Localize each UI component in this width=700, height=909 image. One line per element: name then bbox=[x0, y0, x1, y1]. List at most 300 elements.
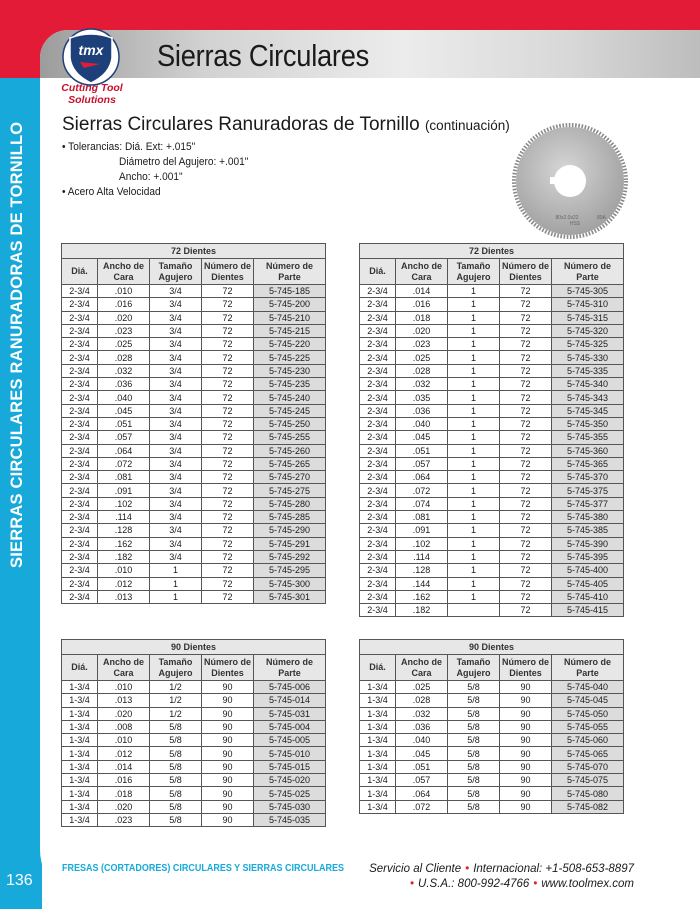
table-row bbox=[360, 747, 624, 760]
dientes-cell: 72 bbox=[202, 511, 254, 524]
agujero-cell: 5/8 bbox=[150, 787, 202, 800]
part-number-cell: 5-745-020 bbox=[254, 774, 326, 787]
part-number-cell: 5-745-370 bbox=[552, 471, 624, 484]
table-row bbox=[62, 364, 326, 377]
table-72-dientes-right bbox=[359, 243, 624, 617]
dia-cell: 2-3/4 bbox=[360, 338, 396, 351]
ancho-cell: .128 bbox=[396, 564, 448, 577]
ancho-cell: .028 bbox=[396, 694, 448, 707]
ancho-cell: .081 bbox=[396, 511, 448, 524]
column-header: Número de Dientes bbox=[500, 259, 552, 285]
ancho-cell: .018 bbox=[396, 311, 448, 324]
table-row bbox=[62, 774, 326, 787]
table-row bbox=[62, 537, 326, 550]
table-row bbox=[62, 324, 326, 337]
dia-cell: 1-3/4 bbox=[360, 774, 396, 787]
dientes-cell: 72 bbox=[202, 285, 254, 298]
table-row bbox=[360, 760, 624, 773]
part-number-cell: 5-745-292 bbox=[254, 550, 326, 563]
part-number-cell: 5-745-415 bbox=[552, 604, 624, 617]
agujero-cell: 1 bbox=[448, 298, 500, 311]
agujero-cell: 1 bbox=[448, 351, 500, 364]
table-row bbox=[360, 604, 624, 617]
dia-cell: 1-3/4 bbox=[360, 787, 396, 800]
table-row bbox=[360, 694, 624, 707]
agujero-cell: 3/4 bbox=[150, 338, 202, 351]
dia-cell: 1-3/4 bbox=[62, 707, 98, 720]
table-group-header: 72 Dientes bbox=[62, 244, 326, 259]
dia-cell: 2-3/4 bbox=[62, 457, 98, 470]
table-row bbox=[360, 391, 624, 404]
agujero-cell: 3/4 bbox=[150, 378, 202, 391]
table-row bbox=[62, 417, 326, 430]
part-number-cell: 5-745-385 bbox=[552, 524, 624, 537]
ancho-cell: .102 bbox=[98, 497, 150, 510]
table-group-header: 90 Dientes bbox=[62, 640, 326, 655]
dia-cell: 2-3/4 bbox=[62, 564, 98, 577]
svg-text:HSS: HSS bbox=[569, 221, 581, 227]
dientes-cell: 90 bbox=[202, 760, 254, 773]
part-number-cell: 5-745-285 bbox=[254, 511, 326, 524]
part-number-cell: 5-745-200 bbox=[254, 298, 326, 311]
part-number-cell: 5-745-280 bbox=[254, 497, 326, 510]
ancho-cell: .064 bbox=[396, 787, 448, 800]
dia-cell: 2-3/4 bbox=[62, 404, 98, 417]
dientes-cell: 72 bbox=[202, 457, 254, 470]
dia-cell: 2-3/4 bbox=[360, 484, 396, 497]
dientes-cell: 90 bbox=[202, 813, 254, 826]
usa-phone: U.S.A.: 800-992-4766 bbox=[418, 878, 530, 890]
table-row bbox=[360, 564, 624, 577]
page-number: 136 bbox=[6, 872, 33, 889]
dientes-cell: 72 bbox=[202, 391, 254, 404]
table-row bbox=[360, 774, 624, 787]
dia-cell: 2-3/4 bbox=[62, 577, 98, 590]
agujero-cell: 5/8 bbox=[448, 787, 500, 800]
agujero-cell: 3/4 bbox=[150, 324, 202, 337]
part-number-cell: 5-745-004 bbox=[254, 720, 326, 733]
table-row bbox=[360, 417, 624, 430]
dientes-cell: 72 bbox=[202, 351, 254, 364]
dientes-cell: 72 bbox=[500, 391, 552, 404]
agujero-cell: 5/8 bbox=[448, 760, 500, 773]
dientes-cell: 72 bbox=[202, 364, 254, 377]
table-group-header: 90 Dientes bbox=[360, 640, 624, 655]
column-header: Diá. bbox=[62, 259, 98, 285]
agujero-cell: 1/2 bbox=[150, 694, 202, 707]
agujero-cell: 3/4 bbox=[150, 484, 202, 497]
dientes-cell: 72 bbox=[500, 324, 552, 337]
ancho-cell: .010 bbox=[98, 285, 150, 298]
ancho-cell: .036 bbox=[396, 404, 448, 417]
dientes-cell: 72 bbox=[500, 351, 552, 364]
dientes-cell: 72 bbox=[202, 311, 254, 324]
table-row bbox=[62, 511, 326, 524]
dia-cell: 2-3/4 bbox=[360, 457, 396, 470]
agujero-cell: 1 bbox=[448, 391, 500, 404]
dia-cell: 2-3/4 bbox=[360, 351, 396, 364]
agujero-cell: 3/4 bbox=[150, 431, 202, 444]
agujero-cell: 5/8 bbox=[150, 800, 202, 813]
part-number-cell: 5-745-060 bbox=[552, 734, 624, 747]
agujero-cell: 3/4 bbox=[150, 351, 202, 364]
website-link[interactable]: www.toolmex.com bbox=[541, 878, 634, 890]
part-number-cell: 5-745-260 bbox=[254, 444, 326, 457]
agujero-cell: 3/4 bbox=[150, 364, 202, 377]
dia-cell: 2-3/4 bbox=[62, 497, 98, 510]
dia-cell: 2-3/4 bbox=[62, 298, 98, 311]
part-number-cell: 5-745-275 bbox=[254, 484, 326, 497]
part-number-cell: 5-745-185 bbox=[254, 285, 326, 298]
agujero-cell: 1 bbox=[448, 457, 500, 470]
dientes-cell: 72 bbox=[500, 417, 552, 430]
agujero-cell: 5/8 bbox=[150, 774, 202, 787]
ancho-cell: .028 bbox=[98, 351, 150, 364]
table-row bbox=[360, 550, 624, 563]
dia-cell: 2-3/4 bbox=[62, 391, 98, 404]
dientes-cell: 72 bbox=[500, 604, 552, 617]
ancho-cell: .040 bbox=[98, 391, 150, 404]
dia-cell: 2-3/4 bbox=[62, 378, 98, 391]
dia-cell: 2-3/4 bbox=[360, 524, 396, 537]
dientes-cell: 72 bbox=[500, 471, 552, 484]
table-row bbox=[62, 311, 326, 324]
part-number-cell: 5-745-325 bbox=[552, 338, 624, 351]
dientes-cell: 90 bbox=[500, 760, 552, 773]
svg-text:tmx: tmx bbox=[78, 42, 104, 58]
ancho-cell: .028 bbox=[396, 364, 448, 377]
dia-cell: 1-3/4 bbox=[360, 707, 396, 720]
part-number-cell: 5-745-240 bbox=[254, 391, 326, 404]
dientes-cell: 72 bbox=[202, 444, 254, 457]
part-number-cell: 5-745-265 bbox=[254, 457, 326, 470]
dientes-cell: 90 bbox=[202, 734, 254, 747]
ancho-cell: .012 bbox=[98, 747, 150, 760]
ancho-cell: .023 bbox=[98, 813, 150, 826]
section-title-suffix: (continuación) bbox=[424, 118, 510, 133]
table-row bbox=[360, 590, 624, 603]
column-header: Ancho de Cara bbox=[396, 259, 448, 285]
dientes-cell: 72 bbox=[500, 590, 552, 603]
part-number-cell: 5-745-220 bbox=[254, 338, 326, 351]
dientes-cell: 72 bbox=[500, 404, 552, 417]
table-row bbox=[62, 471, 326, 484]
dia-cell: 2-3/4 bbox=[360, 604, 396, 617]
ancho-cell: .035 bbox=[396, 391, 448, 404]
agujero-cell: 1 bbox=[448, 550, 500, 563]
agujero-cell: 1 bbox=[448, 417, 500, 430]
agujero-cell: 3/4 bbox=[150, 524, 202, 537]
column-header: Número de Parte bbox=[254, 259, 326, 285]
ancho-cell: .023 bbox=[98, 324, 150, 337]
ancho-cell: .025 bbox=[396, 681, 448, 694]
dientes-cell: 90 bbox=[500, 800, 552, 813]
agujero-cell: 1 bbox=[448, 590, 500, 603]
table-row bbox=[360, 338, 624, 351]
ancho-cell: .014 bbox=[98, 760, 150, 773]
dia-cell: 2-3/4 bbox=[62, 537, 98, 550]
table-row bbox=[360, 787, 624, 800]
dia-cell: 2-3/4 bbox=[360, 497, 396, 510]
column-header: Tamaño Agujero bbox=[150, 655, 202, 681]
ancho-cell: .091 bbox=[98, 484, 150, 497]
agujero-cell: 3/4 bbox=[150, 444, 202, 457]
table-row bbox=[62, 747, 326, 760]
dientes-cell: 90 bbox=[202, 681, 254, 694]
ancho-cell: .032 bbox=[396, 707, 448, 720]
header-bar bbox=[40, 30, 700, 78]
table-row bbox=[62, 813, 326, 826]
dia-cell: 2-3/4 bbox=[360, 364, 396, 377]
ancho-cell: .014 bbox=[396, 285, 448, 298]
table-row bbox=[360, 378, 624, 391]
ancho-cell: .016 bbox=[98, 298, 150, 311]
dia-cell: 1-3/4 bbox=[360, 734, 396, 747]
footer-category: FRESAS (CORTADORES) CIRCULARES Y SIERRAS CIRCULARES bbox=[62, 863, 345, 874]
part-number-cell: 5-745-365 bbox=[552, 457, 624, 470]
table-row bbox=[62, 404, 326, 417]
agujero-cell: 1 bbox=[448, 311, 500, 324]
part-number-cell: 5-745-315 bbox=[552, 311, 624, 324]
part-number-cell: 5-745-295 bbox=[254, 564, 326, 577]
ancho-cell: .057 bbox=[396, 774, 448, 787]
agujero-cell: 1 bbox=[448, 511, 500, 524]
tmx-logo-icon bbox=[62, 28, 120, 86]
agujero-cell: 5/8 bbox=[448, 681, 500, 694]
ancho-cell: .128 bbox=[98, 524, 150, 537]
dientes-cell: 72 bbox=[202, 524, 254, 537]
table-row bbox=[62, 444, 326, 457]
agujero-cell: 3/4 bbox=[150, 550, 202, 563]
part-number-cell: 5-745-015 bbox=[254, 760, 326, 773]
ancho-cell: .051 bbox=[98, 417, 150, 430]
part-number-cell: 5-745-320 bbox=[552, 324, 624, 337]
table-row bbox=[62, 564, 326, 577]
logo-tagline: Cutting Tool Solutions bbox=[61, 82, 123, 106]
table-row bbox=[62, 577, 326, 590]
part-number-cell: 5-745-360 bbox=[552, 444, 624, 457]
agujero-cell: 1 bbox=[448, 431, 500, 444]
part-number-cell: 5-745-355 bbox=[552, 431, 624, 444]
ancho-cell: .018 bbox=[98, 787, 150, 800]
part-number-cell: 5-745-300 bbox=[254, 577, 326, 590]
dientes-cell: 72 bbox=[500, 457, 552, 470]
column-header: Diá. bbox=[62, 655, 98, 681]
part-number-cell: 5-745-310 bbox=[552, 298, 624, 311]
agujero-cell: 1/2 bbox=[150, 707, 202, 720]
dientes-cell: 72 bbox=[202, 338, 254, 351]
dientes-cell: 72 bbox=[500, 338, 552, 351]
dientes-cell: 90 bbox=[202, 800, 254, 813]
ancho-cell: .072 bbox=[98, 457, 150, 470]
dientes-cell: 72 bbox=[500, 431, 552, 444]
table-row bbox=[62, 378, 326, 391]
part-number-cell: 5-745-410 bbox=[552, 590, 624, 603]
ancho-cell: .162 bbox=[396, 590, 448, 603]
table-row bbox=[360, 734, 624, 747]
dientes-cell: 72 bbox=[500, 497, 552, 510]
ancho-cell: .012 bbox=[98, 577, 150, 590]
ancho-cell: .025 bbox=[396, 351, 448, 364]
dientes-cell: 90 bbox=[500, 720, 552, 733]
ancho-cell: .182 bbox=[98, 550, 150, 563]
table-row bbox=[360, 457, 624, 470]
dientes-cell: 72 bbox=[500, 564, 552, 577]
part-number-cell: 5-745-210 bbox=[254, 311, 326, 324]
dia-cell: 2-3/4 bbox=[360, 391, 396, 404]
dientes-cell: 90 bbox=[202, 787, 254, 800]
ancho-cell: .051 bbox=[396, 760, 448, 773]
dientes-cell: 72 bbox=[500, 444, 552, 457]
column-header: Diá. bbox=[360, 655, 396, 681]
ancho-cell: .036 bbox=[396, 720, 448, 733]
part-number-cell: 5-745-375 bbox=[552, 484, 624, 497]
dientes-cell: 72 bbox=[500, 298, 552, 311]
specifications-list: • Tolerancias: Diá. Ext: +.015" Diámetro del Agujero: +.001" Ancho: +.001" • Acero Alta Velocidad bbox=[62, 141, 249, 198]
dientes-cell: 90 bbox=[202, 747, 254, 760]
part-number-cell: 5-745-395 bbox=[552, 550, 624, 563]
column-header: Tamaño Agujero bbox=[448, 259, 500, 285]
ancho-cell: .057 bbox=[396, 457, 448, 470]
table-row bbox=[360, 285, 624, 298]
agujero-cell: 1 bbox=[448, 484, 500, 497]
page-title: Sierras Circulares bbox=[157, 38, 370, 73]
dientes-cell: 72 bbox=[500, 524, 552, 537]
dientes-cell: 72 bbox=[202, 298, 254, 311]
ancho-cell: .072 bbox=[396, 484, 448, 497]
part-number-cell: 5-745-335 bbox=[552, 364, 624, 377]
table-row bbox=[62, 431, 326, 444]
dientes-cell: 90 bbox=[500, 787, 552, 800]
agujero-cell: 1 bbox=[448, 564, 500, 577]
table-row bbox=[62, 298, 326, 311]
agujero-cell: 3/4 bbox=[150, 404, 202, 417]
ancho-cell: .013 bbox=[98, 590, 150, 603]
table-row bbox=[62, 681, 326, 694]
part-number-cell: 5-745-031 bbox=[254, 707, 326, 720]
part-number-cell: 5-745-006 bbox=[254, 681, 326, 694]
table-row bbox=[62, 550, 326, 563]
column-header: Número de Dientes bbox=[202, 655, 254, 681]
dia-cell: 2-3/4 bbox=[360, 444, 396, 457]
ancho-cell: .074 bbox=[396, 497, 448, 510]
ancho-cell: .114 bbox=[396, 550, 448, 563]
agujero-cell: 3/4 bbox=[150, 298, 202, 311]
table-row bbox=[62, 497, 326, 510]
dientes-cell: 72 bbox=[202, 564, 254, 577]
dientes-cell: 72 bbox=[202, 324, 254, 337]
dia-cell: 2-3/4 bbox=[62, 285, 98, 298]
table-row bbox=[360, 484, 624, 497]
dia-cell: 2-3/4 bbox=[62, 590, 98, 603]
table-row bbox=[360, 800, 624, 813]
dia-cell: 2-3/4 bbox=[360, 417, 396, 430]
dia-cell: 1-3/4 bbox=[62, 813, 98, 826]
part-number-cell: 5-745-330 bbox=[552, 351, 624, 364]
table-row bbox=[62, 590, 326, 603]
ancho-cell: .144 bbox=[396, 577, 448, 590]
part-number-cell: 5-745-290 bbox=[254, 524, 326, 537]
column-header: Número de Dientes bbox=[202, 259, 254, 285]
dia-cell: 1-3/4 bbox=[62, 760, 98, 773]
table-row bbox=[62, 285, 326, 298]
ancho-cell: .040 bbox=[396, 734, 448, 747]
table-row bbox=[62, 338, 326, 351]
agujero-cell: 1 bbox=[448, 324, 500, 337]
dientes-cell: 72 bbox=[500, 537, 552, 550]
part-number-cell: 5-745-305 bbox=[552, 285, 624, 298]
agujero-cell: 5/8 bbox=[448, 800, 500, 813]
dientes-cell: 72 bbox=[500, 378, 552, 391]
agujero-cell: 1 bbox=[448, 404, 500, 417]
dia-cell: 2-3/4 bbox=[360, 511, 396, 524]
dia-cell: 2-3/4 bbox=[62, 444, 98, 457]
dientes-cell: 72 bbox=[202, 590, 254, 603]
agujero-cell: 5/8 bbox=[448, 774, 500, 787]
table-row bbox=[62, 734, 326, 747]
ancho-cell: .102 bbox=[396, 537, 448, 550]
agujero-cell: 1 bbox=[448, 444, 500, 457]
agujero-cell: 3/4 bbox=[150, 311, 202, 324]
agujero-cell: 1/2 bbox=[150, 681, 202, 694]
dia-cell: 2-3/4 bbox=[62, 471, 98, 484]
column-header: Número de Parte bbox=[254, 655, 326, 681]
dientes-cell: 72 bbox=[500, 311, 552, 324]
part-number-cell: 5-745-230 bbox=[254, 364, 326, 377]
table-row bbox=[360, 364, 624, 377]
agujero-cell: 3/4 bbox=[150, 511, 202, 524]
dia-cell: 2-3/4 bbox=[62, 417, 98, 430]
ancho-cell: .008 bbox=[98, 720, 150, 733]
agujero-cell: 5/8 bbox=[150, 760, 202, 773]
dia-cell: 2-3/4 bbox=[360, 471, 396, 484]
table-row bbox=[62, 694, 326, 707]
agujero-cell: 5/8 bbox=[150, 720, 202, 733]
dia-cell: 2-3/4 bbox=[360, 590, 396, 603]
agujero-cell: 1 bbox=[448, 338, 500, 351]
dia-cell: 1-3/4 bbox=[62, 694, 98, 707]
dia-cell: 2-3/4 bbox=[62, 484, 98, 497]
dia-cell: 1-3/4 bbox=[62, 734, 98, 747]
ancho-cell: .032 bbox=[98, 364, 150, 377]
part-number-cell: 5-745-010 bbox=[254, 747, 326, 760]
dientes-cell: 72 bbox=[202, 417, 254, 430]
dientes-cell: 72 bbox=[202, 378, 254, 391]
part-number-cell: 5-745-035 bbox=[254, 813, 326, 826]
ancho-cell: .020 bbox=[98, 707, 150, 720]
table-row bbox=[360, 720, 624, 733]
part-number-cell: 5-745-080 bbox=[552, 787, 624, 800]
ancho-cell: .010 bbox=[98, 564, 150, 577]
column-header: Diá. bbox=[360, 259, 396, 285]
circular-saw-image bbox=[505, 122, 635, 240]
dientes-cell: 72 bbox=[500, 577, 552, 590]
column-header: Tamaño Agujero bbox=[150, 259, 202, 285]
table-row bbox=[360, 351, 624, 364]
table-row bbox=[360, 431, 624, 444]
column-header: Número de Parte bbox=[552, 259, 624, 285]
ancho-cell: .010 bbox=[98, 734, 150, 747]
table-row bbox=[360, 537, 624, 550]
dientes-cell: 90 bbox=[500, 747, 552, 760]
part-number-cell: 5-745-380 bbox=[552, 511, 624, 524]
part-number-cell: 5-745-025 bbox=[254, 787, 326, 800]
agujero-cell: 3/4 bbox=[150, 391, 202, 404]
section-title: Sierras Circulares Ranuradoras de Tornillo (continuación) bbox=[62, 114, 510, 135]
table-row bbox=[62, 351, 326, 364]
dientes-cell: 90 bbox=[500, 707, 552, 720]
dia-cell: 2-3/4 bbox=[360, 404, 396, 417]
